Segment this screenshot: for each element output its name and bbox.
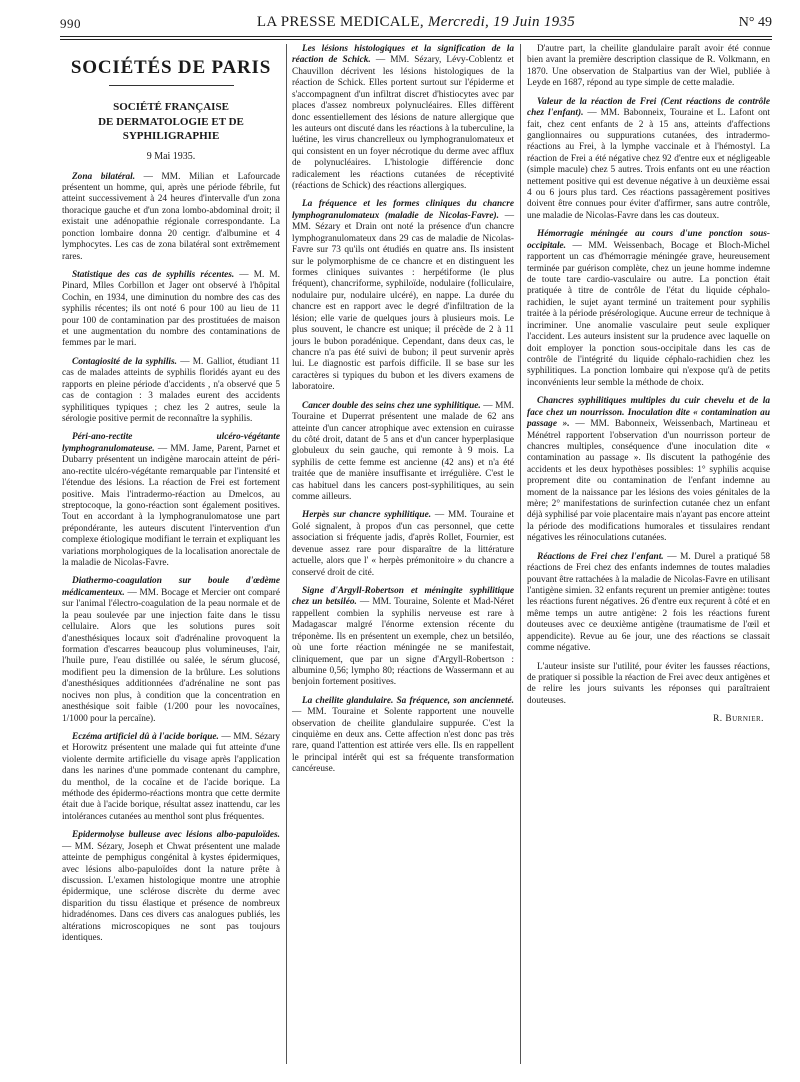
article-text: — MM. Touraine, Solente et Mad-Néret rappellent combien la syphilis nerveuse est rare à Madagascar malgré l'énorme extension récente du tréponème. Ils en présentent un exemple, chez un betsiléo, où une forte réaction méningée ne se manifestait, cliniquement, que par un signe d'Argyll-Robertson : albumine 0,56; lympho 80; réactions de Wassermann et au benjoin fortement positives. [292,597,514,688]
title-underline [109,85,234,86]
meeting-date: 9 Mai 1935. [146,151,196,163]
flow-col2 [292,44,514,776]
article-heading: Epidermolyse bulleuse avec lésions albo-papuloïdes. [72,830,280,841]
article-heading: Chancres syphilitiques multiples du cuir chevelu et de la face chez un nourrisson. Inoculation dite « contamination au passage ». [527,396,770,430]
journal-title [60,14,772,31]
article-paragraph [527,97,770,223]
article-paragraph [292,586,514,689]
article-paragraph [62,357,280,426]
article-paragraph [292,44,514,192]
article-paragraph [62,172,280,263]
article-text: L'auteur insiste sur l'utilité, pour éviter les fausses réactions, de pratiquer si possible la réaction de Frei avec deux antigènes et de relire les jours suivants les réponses qui paraîtraient douteuses. [527,661,770,706]
article-paragraph [62,732,280,823]
society-line-2: DE DERMATOLOGIE ET DE SYPHILIGRAPHIE [98,115,244,142]
article-text: — M. Galliot, étudiant 11 cas de malades atteints de syphilis floridés ayant eu des rapports en pleine période d'accidents , n'a observé que 5 cas de contagion : 3 malades eurent des accidents syphilitiques typiques ; chez les 2 autres, seule la sérologie positive permit de reconnaître la syphilis. [62,356,280,424]
article-text: — MM. Milian et Lafourcade présentent un homme, qui, après une période fébrile, fut atteint successivement à 24 heures d'intervalle d'un zona thoracique gauche et d'un zona lombo-abdominal droit; il existait une adénopathie régionale correspondante. La ponction lombaire donna 20 centigr. d'albumine et 4 lymphocytes. Les cas de zona bilatéral sont extrêmement rares. [62,171,280,262]
article-text: — M. Durel a pratiqué 58 réactions de Frei chez des enfants indemnes de toutes maladies pouvant être rattachées à la maladie de Nicolas-Favre en utilisant l'antigène simien. 32 enfants reçurent un premier antigène: toutes les réactions furent négatives. 26 d'entre eux reçurent à côté et en même temps un autre antigène: 2 fois les réactions furent douteuses avec ce deuxième antigène (traumatisme de l'œil et appendicite). Revue au 6e jour, une des réactions se classait comme négative. [527,551,770,654]
article-heading: Eczéma artificiel dû à l'acide borique. [72,731,219,742]
article-paragraph [292,401,514,504]
article-heading: Péri-ano-rectite ulcéro-végétante lymphogranulomateuse. [62,432,280,454]
article-heading: Zona bilatéral. [72,171,136,182]
section-title: SOCIÉTÉS DE PARIS [70,57,272,78]
article-paragraph [62,576,280,724]
issue-number: N° 49 [738,15,772,30]
article-paragraph [292,696,514,776]
article-paragraph [292,199,514,393]
flow-col3 [527,44,770,707]
article-heading: Signe d'Argyll-Robertson et méningite syphilitique chez un betsiléo. [292,585,514,608]
article-text: — MM. Touraine et Golé signalent, à propos d'un cas personnel, que cette association si fréquente jadis, d'après Rollet, Fournier, est devenue assez rare pour disparaître de la littérature actuelle, alors que l' « herpès prémonitoire » du chancre a conservé droit de cité. [292,510,514,578]
article-heading: Contagiosité de la syphilis. [72,356,177,367]
article-paragraph [527,229,770,389]
journal-name: LA PRESSE MEDICALE, [256,14,424,30]
article-paragraph [527,44,770,90]
flow-col1 [62,172,280,945]
article-heading: Herpès sur chancre syphilitique. [302,510,432,521]
column-2 [292,44,514,783]
article-text: — MM. Bocage et Mercier ont comparé sur l'animal l'électro-coagulation de la peau normale et de la peau soulevée par une injection faite dans le tissu cellulaire. Alors que les solutions pures soit d'anesthésiques locaux soit d'adrénaline provoquent la formation d'escarres beaucoup plus volumineuses, l'air, l'huile pure, l'eau distillée ou salée, le sérum glucosé, modifient peu la dimension de la brûlure. Les solutions d'anesthésiques additionnées d'adrénaline ne sont pas nocives non plus, à condition que la concentration en anesthésique soit faible (1/200 pour les novocaïnes, 1/1000 pour la percaïne). [62,587,280,724]
article-text: — MM. Babonneix, Weissenbach, Martineau et Ménétrel rapportent l'observation d'un nourrisson porteur de chancres multiples, conséquence d'une inoculation dite « contamination au passage ». Ils discutent la pathogénie des accidents et les deux hypothèses possibles: 1° syphilis acquise proprement dite ou contamination de l'enfant indemne au moment de la naissance par les lésions des voies génitales de la mère; 2° manifestations de surinfection cutanée chez un enfant déjà syphilisé par voie placentaire mais n'ayant pas encore atteint la période des modifications humorales et tissulaires rendant négatives les réinoculations cutanées. [527,419,770,544]
article-text: — M. M. Pinard, Mlles Corbillon et Jager ont observé à l'hôpital Cochin, en 1934, une diminution du nombre des cas des syphilis récentes; ils ont noté 6 pour 100 au lieu de 11 pour 100 de contamination par des prostituées de maison et une augmentation du nombre des contaminations de femmes par le mari. [62,269,281,349]
column-3 [527,44,770,726]
article-paragraph [527,396,770,544]
column-divider [520,44,521,1064]
article-paragraph [527,552,770,655]
article-paragraph [292,510,514,579]
society-title [62,100,280,143]
article-heading: La cheilite glandulaire. Sa fréquence, son ancienneté. [302,695,514,706]
article-paragraph [527,662,770,708]
article-heading: Statistique des cas de syphilis récentes. [72,269,235,280]
article-text: — MM. Weissenbach, Bocage et Bloch-Michel rapportent un cas d'hémorragie méningée grave, heureusement terminée par guérison complète, chez un jeune homme indemne de toute tare cardio-vasculaire ou autre. La ponction était pratiquée à titre de contrôle de l'état du liquide céphalo-rachidien, le sujet ayant terminé un traitement pour syphilis traitée à la période présérologique. Aucune erreur de technique à incriminer. Une anomalie vasculaire peut seule expliquer l'accident. Les auteurs insistent sur la prudence avec laquelle on doit employer la ponction sous-occipitale dans les cas de contrôle de l'intégrité du liquide céphalo-rachidien chez les syphilitiques. La ponction lombaire qui n'expose qu'à de petits inconvénients leur semble la méthode de choix. [527,240,770,388]
header-rule-1 [60,36,772,37]
article-heading: Hémorragie méningée au cours d'une ponction sous-occipitale. [527,229,770,251]
article-heading: Réactions de Frei chez l'enfant. [537,551,664,562]
page-header [60,14,772,34]
author-signature: R. Burnier. [713,714,764,725]
article-text: — MM. Sézary et Horowitz présentent une malade qui fut atteinte d'une violente dermite artificielle du visage après l'application dans les narines d'une pommade contenant du camphre, du menthol, de la cocaïne et de l'acide borique. La méthode des épidermo-réactions montra que cette dermite était due à l'acide borique, résultat assez inattendu, car les intolérances cutanées au menthol sont plus fréquentes. [62,731,281,822]
article-heading: Cancer double des seins chez une syphilitique. [302,400,481,411]
article-text: — MM. Sézary, Lévy-Coblentz et Chauvillon décrivent les lésions histologiques de la réaction de Schick. Elles portent surtout sur l'épiderme et s'accompagnent d'un infiltrat discret d'histiocytes avec par places d'assez nombreux polynucléaires. Elles diffèrent donc essentiellement des lésions de nature allergique que les auteurs ont discuté dans les réactions à la tuberculine, la luétine, les virus chancrelleux ou lymphogranulomateux et qui consistent en un foyer nécrotique du derme avec afflux de polynucléaires. L'histologie différencie donc radicalement les réactions cutanées de réceptivité (réactions de Schick) des réactions allergiques. [292,55,515,192]
article-text: — MM. Sézary, Joseph et Chwat présentent une malade atteinte de pemphigus congénital à kystes épidermiques, avec lésions albo-papuloïdes dont la nature prête à discussion. L'examen histologique montre une atrophie épidermique, une sclérose discrète du derme avec disparition du tissu élastique et présence de nombreux hidradénomes. Dans ces divers cas analogues publiés, les altérations microscopiques ne sont pas toujours identiques. [62,841,280,944]
article-paragraph [62,830,280,944]
article-text: — MM. Jame, Parent, Parnet et Dubarry présentent un indigène marocain atteint de péri-ano-rectite ulcéro-végétante remarquable par l'intensité et l'étendue des lésions. La réaction de Frei est fortement positive. Mais l'intradermo-réaction au Dmelcos, au streptocoque, la gono-réaction sont également positives. Tout en accordant à la lymphogranulomatose une part prépondérante, les auteurs discutent l'intervention d'un complexe étiologique modifiant le terrain et expliquant les variations morphologiques de la localisation anorectale de la maladie de Nicolas-Favre. [62,443,280,569]
article-heading: Diathermo-coagulation sur boule d'œdème médicamenteux. [62,576,280,598]
article-heading: Les lésions histologiques et la signification de la réaction de Schick. [292,44,514,66]
column-1 [62,44,280,952]
article-text: D'autre part, la cheilite glandulaire paraît avoir été connue bien avant la première description classique de R. Volkmann, en 1870. Une observation de Stalpartius van der Wiel, publiée à Leyde en 1687, répond au type simple de cette maladie. [527,44,770,89]
article-text: — MM. Babonneix, Touraine et L. Lafont ont fait, chez cent enfants de 2 à 15 ans, atteints d'affections ganglionnaires ou suppurations cutanées, des intradermo-réactions au Frei, à la lymphe vaccinale et à l'hémostyl. La réaction de Frei a été négative chez 92 d'entre eux et négligeable (simple macule) chez 5 autres. Trois enfants ont eu une réaction nettement positive qui est devenue négative à un deuxième essai 4 ou 6 jours plus tard. Ces réactions passagèrement positives doivent être connues pour éviter d'affirmer, sans autre contrôle, une maladie de Nicolas-Favre dans les cas douteux. [527,108,770,221]
article-text: — MM. Touraine et Solente rapportent une nouvelle observation de cheilite glandulaire suppurée. C'est la cinquième en deux ans. Cette affection n'est donc pas très rare, quand l'attention est attirée vers elle. Ils en rappellent le principal intérêt qui est sa fréquente transformation cancéreuse. [292,707,514,775]
column-divider [286,44,287,1064]
society-line-1: SOCIÉTÉ FRANÇAISE [113,101,229,114]
article-text: — MM. Touraine et Duperrat présentent une malade de 62 ans atteinte d'un cancer atrophique avec extension en cuirasse du côté droit, datant de 5 ans et d'un cancer hyperplasique globuleux du sein gauche, qui remonte à 9 mois. La syphilis de cette femme est ancienne (42 ans) et n'a été traitée que de manière insuffisante et irrégulière. C'est le cas habituel dans les cancers post-syphilitiques, au sein comme ailleurs. [292,400,514,503]
article-paragraph [62,432,280,569]
issue-date: Mercredi, 19 Juin 1935 [427,14,576,30]
article-heading: Valeur de la réaction de Frei (Cent réactions de contrôle chez l'enfant). [527,96,770,119]
header-rule-2 [60,39,772,40]
article-text: — MM. Sézary et Drain ont noté la présence d'un chancre lymphogranulomateux dans 29 cas de maladie de Nicolas-Favre sur 73 qu'ils ont étudiés en quatre ans. Ils insistent sur le polymorphisme de ce chancre et en distinguent les formes cliniques suivantes : herpétiforme (le plus fréquent), chancriforme, syphiloïde, nodulaire (folliculaire, nodulaire pur, nodulaire ulcéré), en nappe. La durée du chancre est en rapport avec le degré d'infiltration de la lésion; elle varie de quelques jours à plusieurs mois. Le plus souvent, le chancre est unique; il précède de 2 à 11 jours le bubon poradénique. Cependant, dans deux cas, le chancre n'a pas été suivi de bubon; il peut survenir après lui. Le diagnostic est parfois difficile. Il se base sur les caractères si typiques du bubon et les divers examens de laboratoire. [292,210,515,393]
article-paragraph [62,270,280,350]
article-heading: La fréquence et les formes cliniques du chancre lymphogranulomateux (maladie de Nicolas-Favre). [292,199,514,221]
page-number: 990 [60,16,81,31]
